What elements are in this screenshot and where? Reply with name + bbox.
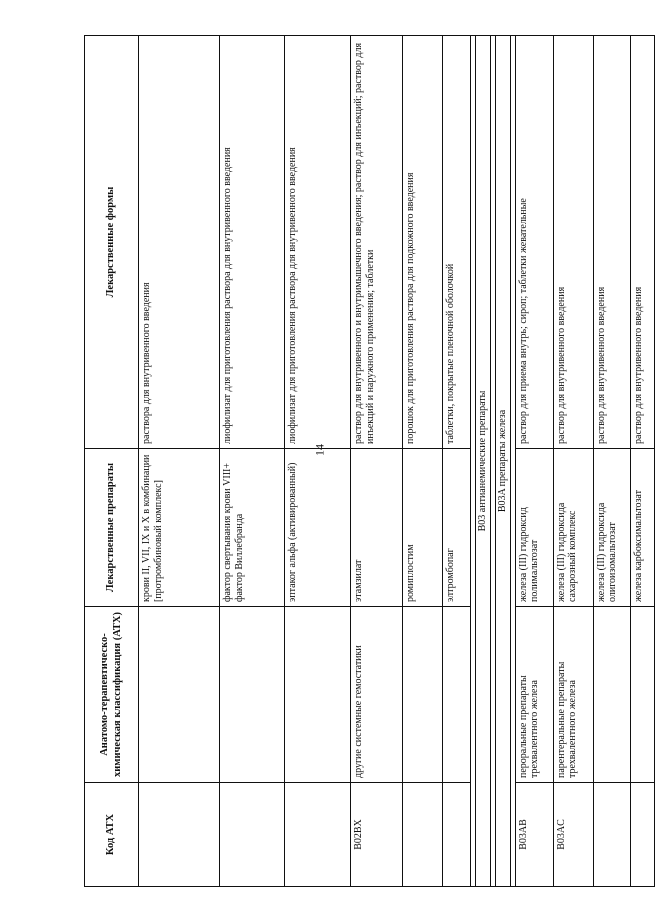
table-row — [351, 36, 403, 887]
table-row — [553, 36, 593, 887]
section-row-b03 — [476, 36, 491, 887]
cell-code — [443, 783, 471, 887]
cell-classification — [139, 607, 220, 783]
cell-drug: железа (III) гидроксида олигоизомальтозат — [593, 449, 630, 607]
cell-drug: железа карбоксимальтозат — [630, 449, 654, 607]
header-drugs: Лекарственные препараты — [85, 449, 139, 607]
table-row — [515, 36, 553, 887]
table-row — [593, 36, 630, 887]
cell-drug: ромиплостим — [403, 449, 443, 607]
cell-drug: железа (III) гидроксид полимальтозат — [515, 449, 553, 607]
header-row — [85, 36, 139, 887]
cell-drug: железа (III) гидроксида сахарозный комплекс — [553, 449, 593, 607]
cell-classification — [403, 607, 443, 783]
cell-drug: этамзилат — [351, 449, 403, 607]
atc-table — [84, 35, 655, 887]
header-classification: Анатомо-терапевтическо-химическая классификация (АТХ) — [85, 607, 139, 783]
cell-classification — [593, 607, 630, 783]
cell-form: таблетки, покрытые пленочной оболочкой — [443, 36, 471, 449]
section-row-b03a — [495, 36, 510, 887]
cell-form: раствор для внутривенного введения — [630, 36, 654, 449]
cell-code: B02BX — [351, 783, 403, 887]
table-rotated — [84, 36, 644, 887]
table-row — [220, 36, 285, 887]
cell-form: раствор для внутривенного введения — [553, 36, 593, 449]
table-row — [443, 36, 471, 887]
cell-classification: пероральные препараты трехвалентного железа — [515, 607, 553, 783]
cell-drug: крови II, VII, IX и X в комбинации [протромбиновый комплекс] — [139, 449, 220, 607]
cell-form: лиофилизат для приготовления раствора для внутривенного введения — [285, 36, 351, 449]
cell-code — [593, 783, 630, 887]
cell-classification: другие системные гемостатики — [351, 607, 403, 783]
cell-classification — [443, 607, 471, 783]
cell-form: раствор для внутривенного введения — [593, 36, 630, 449]
cell-code — [630, 783, 654, 887]
cell-code — [285, 783, 351, 887]
cell-form: раствора для внутривенного введения — [139, 36, 220, 449]
page-number: 14 — [312, 444, 327, 456]
table-row — [139, 36, 220, 887]
header-forms: Лекарственные формы — [85, 36, 139, 449]
cell-drug: фактор свертывания крови VIII+ фактор Виллебранда — [220, 449, 285, 607]
cell-drug: эптаког альфа (активированный) — [285, 449, 351, 607]
header-code: Код АТХ — [85, 783, 139, 887]
cell-code — [403, 783, 443, 887]
cell-form: лиофилизат для приготовления раствора для внутривенного введения — [220, 36, 285, 449]
cell-classification — [630, 607, 654, 783]
section-b03a: B03A препараты железа — [495, 36, 510, 887]
cell-form: раствор для внутривенного и внутримышечного введения; раствор для инъекций; раствор для инъекций и наружного применения; таблетки — [351, 36, 403, 449]
cell-form: раствор для приема внутрь; сироп; таблетки жевательные — [515, 36, 553, 449]
cell-classification — [220, 607, 285, 783]
table-row — [403, 36, 443, 887]
cell-code: B03AB — [515, 783, 553, 887]
cell-classification: парентеральные препараты трехвалентного железа — [553, 607, 593, 783]
cell-code — [220, 783, 285, 887]
table-frame — [84, 36, 644, 887]
section-b03: B03 антианемические препараты — [476, 36, 491, 887]
cell-code: B03AC — [553, 783, 593, 887]
cell-form: порошок для приготовления раствора для подкожного введения — [403, 36, 443, 449]
cell-drug: элтромбопаг — [443, 449, 471, 607]
cell-code — [139, 783, 220, 887]
cell-classification — [285, 607, 351, 783]
table-row — [285, 36, 351, 887]
table-row — [630, 36, 654, 887]
